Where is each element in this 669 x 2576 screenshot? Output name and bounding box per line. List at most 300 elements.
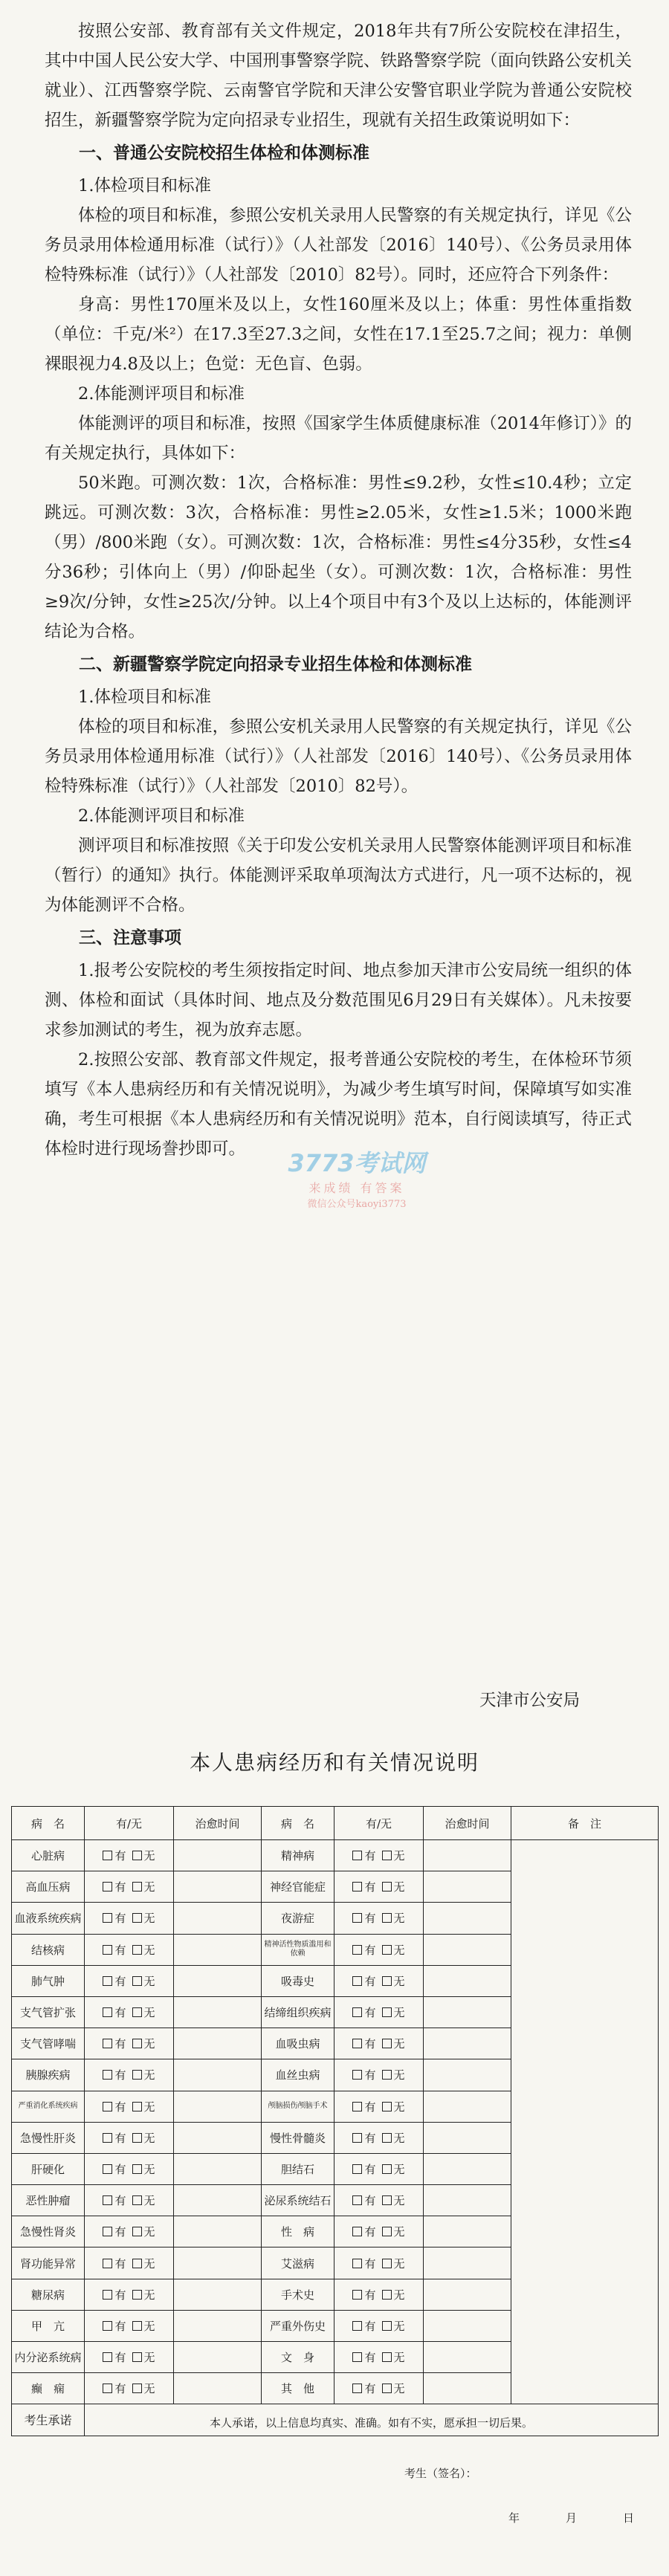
checkbox-yes[interactable] <box>103 2164 112 2174</box>
option-yes[interactable] <box>352 1912 375 1925</box>
checkbox-yes[interactable] <box>103 2133 112 2143</box>
option-yes[interactable] <box>103 2006 126 2019</box>
header-cure-time: 治愈时间 <box>174 1807 262 1840</box>
header-remark: 备 注 <box>511 1807 659 1840</box>
option-label: 有 <box>114 2256 126 2271</box>
option-label: 有 <box>364 1912 376 1926</box>
cure-time-field[interactable] <box>424 1996 511 2028</box>
checkbox-yes[interactable] <box>352 2384 362 2393</box>
disease-name: 恶性肿瘤 <box>12 2185 85 2216</box>
option-yes[interactable] <box>352 2288 375 2302</box>
disease-name: 支气管哮喘 <box>12 2028 85 2059</box>
header-disease: 病 名 <box>12 1807 85 1840</box>
disease-name: 结缔组织疾病 <box>262 1996 334 2028</box>
header-yes-no-2: 有/无 <box>334 1807 424 1840</box>
yes-no-options-left <box>85 2279 174 2310</box>
month-label: 月 <box>566 2511 578 2525</box>
disease-name: 精神病 <box>262 1840 334 1871</box>
checkbox-yes[interactable] <box>352 2227 362 2236</box>
option-label: 无 <box>393 2162 405 2176</box>
checkbox-no[interactable] <box>132 1851 142 1860</box>
checkbox-yes[interactable] <box>103 2321 112 2331</box>
option-label: 无 <box>393 1974 405 1988</box>
yes-no-options-left <box>85 1840 174 1871</box>
option-label: 无 <box>143 2194 155 2208</box>
checkbox-yes[interactable] <box>352 2007 362 2017</box>
checkbox-yes[interactable] <box>352 1976 362 1986</box>
disease-name: 艾滋病 <box>262 2247 334 2279</box>
signature-label: 考生（签名）： <box>404 2467 477 2481</box>
cure-time-field[interactable] <box>424 1965 511 1996</box>
checkbox-no[interactable] <box>132 1882 142 1891</box>
yes-no-options-right <box>334 2059 424 2091</box>
option-label: 有 <box>114 1849 126 1863</box>
disease-name: 精神活性物质滥用和依赖 <box>262 1934 334 1965</box>
section1-heading: 一、普通公安院校招生体检和体测标准 <box>79 143 369 163</box>
checkbox-yes[interactable] <box>352 2164 362 2174</box>
checkbox-no[interactable] <box>132 2195 142 2205</box>
option-no[interactable] <box>132 2382 155 2395</box>
header-disease-2: 病 名 <box>262 1807 334 1840</box>
checkbox-yes[interactable] <box>352 1851 362 1860</box>
option-no[interactable] <box>132 2100 155 2114</box>
option-label: 有 <box>114 1880 126 1894</box>
option-yes[interactable] <box>103 2068 126 2082</box>
option-label: 有 <box>114 2225 126 2239</box>
checkbox-no[interactable] <box>382 1976 392 1986</box>
option-label: 无 <box>143 2256 155 2271</box>
cure-time-field[interactable] <box>174 1903 262 1934</box>
disease-name: 严重外伤史 <box>262 2310 334 2341</box>
checkbox-yes[interactable] <box>352 1913 362 1923</box>
option-no[interactable] <box>382 1880 405 1894</box>
option-label: 无 <box>393 2225 405 2239</box>
disease-name: 吸毒史 <box>262 1965 334 1996</box>
option-label: 无 <box>143 2006 155 2020</box>
option-label: 无 <box>143 1912 155 1926</box>
checkbox-yes[interactable] <box>103 2070 112 2080</box>
yes-no-options-left <box>85 1965 174 1996</box>
cure-time-field[interactable] <box>424 2153 511 2184</box>
checkbox-yes[interactable] <box>103 1913 112 1923</box>
option-no[interactable] <box>132 1880 155 1894</box>
checkbox-no[interactable] <box>382 2102 392 2111</box>
option-yes[interactable] <box>352 2257 375 2271</box>
cure-time-field[interactable] <box>174 2122 262 2153</box>
option-yes[interactable] <box>103 1912 126 1925</box>
option-no[interactable] <box>382 2382 405 2395</box>
checkbox-yes[interactable] <box>103 2039 112 2048</box>
option-label: 有 <box>114 2288 126 2302</box>
option-no[interactable] <box>382 2037 405 2051</box>
checkbox-no[interactable] <box>132 2352 142 2362</box>
disease-name: 急慢性肝炎 <box>12 2122 85 2153</box>
checkbox-no[interactable] <box>382 2195 392 2205</box>
cure-time-field[interactable] <box>424 2342 511 2373</box>
pledge-row <box>12 2404 659 2436</box>
option-yes[interactable] <box>352 2100 375 2114</box>
option-yes[interactable] <box>103 2382 126 2395</box>
disease-name: 神经官能症 <box>262 1871 334 1903</box>
option-label: 有 <box>114 2319 126 2333</box>
section3-paragraph2: 2.按照公安部、教育部文件规定，报考普通公安院校的考生，在体检环节须填写《本人患病经历和有关情况说明》，为减少考生填写时间，保障填写如实准确，考生可根据《本人患病经历和有关情况说明》范本，自行阅读填写，待正式体检时进行现场誊抄即可。 <box>45 1050 632 1159</box>
checkbox-no[interactable] <box>382 2133 392 2143</box>
disease-name: 肝硬化 <box>12 2153 85 2184</box>
option-yes[interactable] <box>352 2320 375 2333</box>
yes-no-options-left <box>85 1934 174 1965</box>
option-yes[interactable] <box>352 1880 375 1894</box>
option-no[interactable] <box>132 2037 155 2051</box>
checkbox-no[interactable] <box>382 2259 392 2268</box>
checkbox-no[interactable] <box>382 2321 392 2331</box>
option-label: 无 <box>143 2131 155 2145</box>
option-label: 有 <box>364 1849 376 1863</box>
option-no[interactable] <box>132 2194 155 2207</box>
checkbox-yes[interactable] <box>103 2195 112 2205</box>
cure-time-field[interactable] <box>424 2059 511 2091</box>
cure-time-field[interactable] <box>174 2342 262 2373</box>
checkbox-no[interactable] <box>132 2164 142 2174</box>
disease-name: 支气管扩张 <box>12 1996 85 2028</box>
checkbox-no[interactable] <box>132 2259 142 2268</box>
section2-heading: 二、新疆警察学院定向招录专业招生体检和体测标准 <box>79 655 472 674</box>
option-yes[interactable] <box>103 2288 126 2302</box>
option-yes[interactable] <box>103 2037 126 2051</box>
option-no[interactable] <box>382 2194 405 2207</box>
option-label: 无 <box>393 2319 405 2333</box>
disease-name: 甲 亢 <box>12 2310 85 2341</box>
option-yes[interactable] <box>103 1975 126 1988</box>
cure-time-field[interactable] <box>424 2091 511 2122</box>
checkbox-yes[interactable] <box>352 2070 362 2080</box>
cure-time-field[interactable] <box>424 2310 511 2341</box>
option-no[interactable] <box>382 1975 405 1988</box>
checkbox-no[interactable] <box>132 2133 142 2143</box>
checkbox-yes[interactable] <box>352 2352 362 2362</box>
option-yes[interactable] <box>103 2257 126 2271</box>
date-line[interactable] <box>508 2510 634 2525</box>
disease-name: 慢性骨髓炎 <box>262 2122 334 2153</box>
option-no[interactable] <box>382 2132 405 2145</box>
section1-sub2-paragraph2: 50米跑。可测次数：1次，合格标准：男性≤9.2秒，女性≤10.4秒；立定跳远。可测次数：3次，合格标准：男性≥2.05米，女性≥1.5米；1000米跑（男）/800米跑（女）。可测次数：1次，合格标准：男性≤4分35秒，女性≤4分36秒；引体向上（男）/仰卧起坐（女）。可测次数：1次，合格标准：男性≥9次/分钟，女性≥25次/分钟。以上4个项目中有3个及以上达标的，体能测评结论为合格。 <box>45 473 632 641</box>
disease-name: 心脏病 <box>12 1840 85 1871</box>
option-no[interactable] <box>382 2225 405 2239</box>
remark-field[interactable] <box>511 1840 659 2404</box>
option-no[interactable] <box>382 2257 405 2271</box>
pledge-cell <box>85 2404 659 2525</box>
option-no[interactable] <box>132 1944 155 1957</box>
checkbox-yes[interactable] <box>352 2290 362 2300</box>
checkbox-yes[interactable] <box>352 1882 362 1891</box>
checkbox-no[interactable] <box>382 2352 392 2362</box>
cure-time-field[interactable] <box>174 2185 262 2216</box>
option-no[interactable] <box>132 1849 155 1863</box>
option-no[interactable] <box>382 2351 405 2364</box>
section1-sub1-paragraph2: 身高：男性170厘米及以上，女性160厘米及以上；体重：男性体重指数（单位：千克/米²）在17.3至27.3之间，女性在17.1至25.7之间；视力：单侧裸眼视力4.8及以上；色觉：无色盲、色弱。 <box>45 295 632 374</box>
watermark-line1: 来成绩 有答案 <box>308 1181 405 1195</box>
yes-no-options-left <box>85 2342 174 2373</box>
option-label: 有 <box>364 2225 376 2239</box>
option-yes[interactable] <box>352 2006 375 2019</box>
option-yes[interactable] <box>103 1880 126 1894</box>
checkbox-yes[interactable] <box>103 2352 112 2362</box>
option-label: 有 <box>364 2194 376 2208</box>
option-yes[interactable] <box>352 2068 375 2082</box>
checkbox-no[interactable] <box>382 2039 392 2048</box>
option-yes[interactable] <box>352 2132 375 2145</box>
option-label: 无 <box>143 2382 155 2396</box>
yes-no-options-right <box>334 2279 424 2310</box>
option-label: 有 <box>364 2162 376 2176</box>
checkbox-no[interactable] <box>132 2290 142 2300</box>
option-label: 有 <box>114 1943 126 1957</box>
checkbox-no[interactable] <box>382 1913 392 1923</box>
checkbox-no[interactable] <box>132 2227 142 2236</box>
checkbox-yes[interactable] <box>352 2133 362 2143</box>
cure-time-field[interactable] <box>424 2279 511 2310</box>
checkbox-yes[interactable] <box>103 2259 112 2268</box>
option-yes[interactable] <box>103 2100 126 2114</box>
option-yes[interactable] <box>103 2320 126 2333</box>
disease-name: 肾功能异常 <box>12 2247 85 2279</box>
yes-no-options-left <box>85 1871 174 1903</box>
cure-time-field[interactable] <box>424 2216 511 2247</box>
yes-no-options-right <box>334 2342 424 2373</box>
option-no[interactable] <box>382 2288 405 2302</box>
checkbox-yes[interactable] <box>103 2290 112 2300</box>
checkbox-no[interactable] <box>132 1976 142 1986</box>
checkbox-no[interactable] <box>132 1945 142 1955</box>
cure-time-field[interactable] <box>174 1996 262 2028</box>
cure-time-field[interactable] <box>424 2028 511 2059</box>
option-label: 有 <box>114 2382 126 2396</box>
disease-name: 泌尿系统结石 <box>262 2185 334 2216</box>
option-yes[interactable] <box>352 2163 375 2176</box>
day-label: 日 <box>623 2511 635 2525</box>
disease-name: 癫 痫 <box>12 2373 85 2404</box>
option-no[interactable] <box>382 1912 405 1925</box>
option-label: 有 <box>364 2382 376 2396</box>
checkbox-no[interactable] <box>382 2384 392 2393</box>
cure-time-field[interactable] <box>424 2373 511 2404</box>
checkbox-yes[interactable] <box>103 1851 112 1860</box>
option-yes[interactable] <box>352 2225 375 2239</box>
option-label: 无 <box>143 2162 155 2176</box>
option-label: 无 <box>393 2068 405 2083</box>
yes-no-options-right <box>334 2373 424 2404</box>
intro-paragraph: 按照公安部、教育部有关文件规定，2018年共有7所公安院校在津招生，其中中国人民公安大学、中国刑事警察学院、铁路警察学院（面向铁路公安机关就业）、江西警察学院、云南警官学院和天津公安警官职业学院为普通公安院校招生，新疆警察学院为定向招录专业招生，现就有关招生政策说明如下： <box>45 22 632 130</box>
option-yes[interactable] <box>352 1849 375 1863</box>
option-label: 有 <box>114 2162 126 2176</box>
option-no[interactable] <box>132 2351 155 2364</box>
yes-no-options-right <box>334 2310 424 2341</box>
option-no[interactable] <box>132 2163 155 2176</box>
checkbox-no[interactable] <box>132 2007 142 2017</box>
checkbox-yes[interactable] <box>103 1882 112 1891</box>
disease-name: 文 身 <box>262 2342 334 2373</box>
checkbox-yes[interactable] <box>103 1945 112 1955</box>
yes-no-options-right <box>334 1871 424 1903</box>
checkbox-no[interactable] <box>382 1945 392 1955</box>
cure-time-field[interactable] <box>174 2310 262 2341</box>
table-header-row <box>12 1807 659 1840</box>
section1-sub2-heading: 2.体能测评项目和标准 <box>78 384 245 404</box>
disease-name: 手术史 <box>262 2279 334 2310</box>
option-label: 有 <box>114 2037 126 2051</box>
option-label: 无 <box>143 2288 155 2302</box>
section3-heading: 三、注意事项 <box>79 928 181 948</box>
checkbox-no[interactable] <box>382 2290 392 2300</box>
checkbox-no[interactable] <box>132 1913 142 1923</box>
cure-time-field[interactable] <box>174 2091 262 2122</box>
option-no[interactable] <box>132 2006 155 2019</box>
checkbox-no[interactable] <box>382 2164 392 2174</box>
checkbox-yes[interactable] <box>103 2007 112 2017</box>
option-no[interactable] <box>382 1849 405 1863</box>
option-yes[interactable] <box>352 1975 375 1988</box>
pledge-label: 考生承诺 <box>12 2404 85 2436</box>
checkbox-no[interactable] <box>132 2102 142 2111</box>
option-no[interactable] <box>132 2225 155 2239</box>
header-cure-time-2: 治愈时间 <box>424 1807 511 1840</box>
option-label: 有 <box>364 2288 376 2302</box>
option-label: 无 <box>393 1912 405 1926</box>
checkbox-yes[interactable] <box>103 1976 112 1986</box>
option-label: 有 <box>364 1880 376 1894</box>
checkbox-no[interactable] <box>132 2039 142 2048</box>
option-yes[interactable] <box>103 1944 126 1957</box>
option-no[interactable] <box>382 1944 405 1957</box>
yes-no-options-right <box>334 1903 424 1934</box>
option-no[interactable] <box>382 2320 405 2333</box>
cure-time-field[interactable] <box>424 2185 511 2216</box>
disease-name: 肺气肿 <box>12 1965 85 1996</box>
option-label: 有 <box>364 1943 376 1957</box>
option-label: 无 <box>143 2319 155 2333</box>
option-label: 无 <box>393 2037 405 2051</box>
cure-time-field[interactable] <box>174 2373 262 2404</box>
option-no[interactable] <box>132 2132 155 2145</box>
checkbox-no[interactable] <box>382 1882 392 1891</box>
option-yes[interactable] <box>103 2132 126 2145</box>
signature-line[interactable] <box>404 2465 477 2481</box>
cure-time-field[interactable] <box>424 2122 511 2153</box>
checkbox-yes[interactable] <box>352 2259 362 2268</box>
option-label: 无 <box>393 2256 405 2271</box>
cure-time-field[interactable] <box>174 2028 262 2059</box>
disease-name: 急慢性肾炎 <box>12 2216 85 2247</box>
option-yes[interactable] <box>103 2163 126 2176</box>
option-label: 无 <box>393 1943 405 1957</box>
cure-time-field[interactable] <box>424 1871 511 1903</box>
cure-time-field[interactable] <box>424 2247 511 2279</box>
checkbox-yes[interactable] <box>103 2227 112 2236</box>
option-yes[interactable] <box>103 2194 126 2207</box>
checkbox-no[interactable] <box>132 2384 142 2393</box>
option-label: 无 <box>393 2131 405 2145</box>
disease-name: 其 他 <box>262 2373 334 2404</box>
option-label: 无 <box>143 2351 155 2365</box>
checkbox-yes[interactable] <box>103 2102 112 2111</box>
option-label: 无 <box>393 2382 405 2396</box>
option-no[interactable] <box>132 2068 155 2082</box>
option-label: 有 <box>114 2131 126 2145</box>
yes-no-options-right <box>334 1965 424 1996</box>
option-label: 有 <box>364 2131 376 2145</box>
option-label: 有 <box>364 2006 376 2020</box>
option-no[interactable] <box>382 2068 405 2082</box>
checkbox-yes[interactable] <box>352 2321 362 2331</box>
checkbox-yes[interactable] <box>352 1945 362 1955</box>
cure-time-field[interactable] <box>174 1934 262 1965</box>
checkbox-yes[interactable] <box>352 2195 362 2205</box>
option-no[interactable] <box>382 2163 405 2176</box>
section2-sub2-heading: 2.体能测评项目和标准 <box>78 806 245 826</box>
illness-history-table <box>11 1806 659 2525</box>
cure-time-field[interactable] <box>174 2216 262 2247</box>
option-yes[interactable] <box>103 2225 126 2239</box>
option-no[interactable] <box>132 2257 155 2271</box>
disease-name: 胰腺疾病 <box>12 2059 85 2091</box>
checkbox-yes[interactable] <box>352 2039 362 2048</box>
cure-time-field[interactable] <box>174 1965 262 1996</box>
option-yes[interactable] <box>352 2194 375 2207</box>
checkbox-yes[interactable] <box>352 2102 362 2111</box>
cure-time-field[interactable] <box>174 2059 262 2091</box>
yes-no-options-right <box>334 2091 424 2122</box>
yes-no-options-right <box>334 2247 424 2279</box>
option-no[interactable] <box>132 1912 155 1925</box>
checkbox-no[interactable] <box>132 2070 142 2080</box>
section2-sub1-heading: 1.体检项目和标准 <box>78 687 211 707</box>
yes-no-options-right <box>334 2185 424 2216</box>
option-no[interactable] <box>382 2100 405 2114</box>
checkbox-no[interactable] <box>382 2227 392 2236</box>
cure-time-field[interactable] <box>424 1903 511 1934</box>
cure-time-field[interactable] <box>424 1840 511 1871</box>
cure-time-field[interactable] <box>174 2153 262 2184</box>
checkbox-no[interactable] <box>382 2007 392 2017</box>
option-no[interactable] <box>132 2320 155 2333</box>
option-label: 有 <box>364 2256 376 2271</box>
option-label: 无 <box>393 2006 405 2020</box>
option-label: 有 <box>364 2100 376 2114</box>
option-no[interactable] <box>132 1975 155 1988</box>
option-yes[interactable] <box>352 2037 375 2051</box>
option-yes[interactable] <box>103 2351 126 2364</box>
cure-time-field[interactable] <box>174 2247 262 2279</box>
cure-time-field[interactable] <box>174 1871 262 1903</box>
cure-time-field[interactable] <box>424 1934 511 1965</box>
option-yes[interactable] <box>352 1944 375 1957</box>
option-no[interactable] <box>132 2288 155 2302</box>
option-label: 有 <box>114 2006 126 2020</box>
checkbox-no[interactable] <box>382 1851 392 1860</box>
option-no[interactable] <box>382 2006 405 2019</box>
cure-time-field[interactable] <box>174 1840 262 1871</box>
checkbox-no[interactable] <box>132 2321 142 2331</box>
option-yes[interactable] <box>352 2382 375 2395</box>
option-label: 无 <box>393 2194 405 2208</box>
option-yes[interactable] <box>352 2351 375 2364</box>
option-yes[interactable] <box>103 1849 126 1863</box>
option-label: 有 <box>114 2351 126 2365</box>
yes-no-options-left <box>85 2153 174 2184</box>
checkbox-yes[interactable] <box>103 2384 112 2393</box>
option-label: 无 <box>393 1880 405 1894</box>
cure-time-field[interactable] <box>174 2279 262 2310</box>
checkbox-no[interactable] <box>382 2070 392 2080</box>
